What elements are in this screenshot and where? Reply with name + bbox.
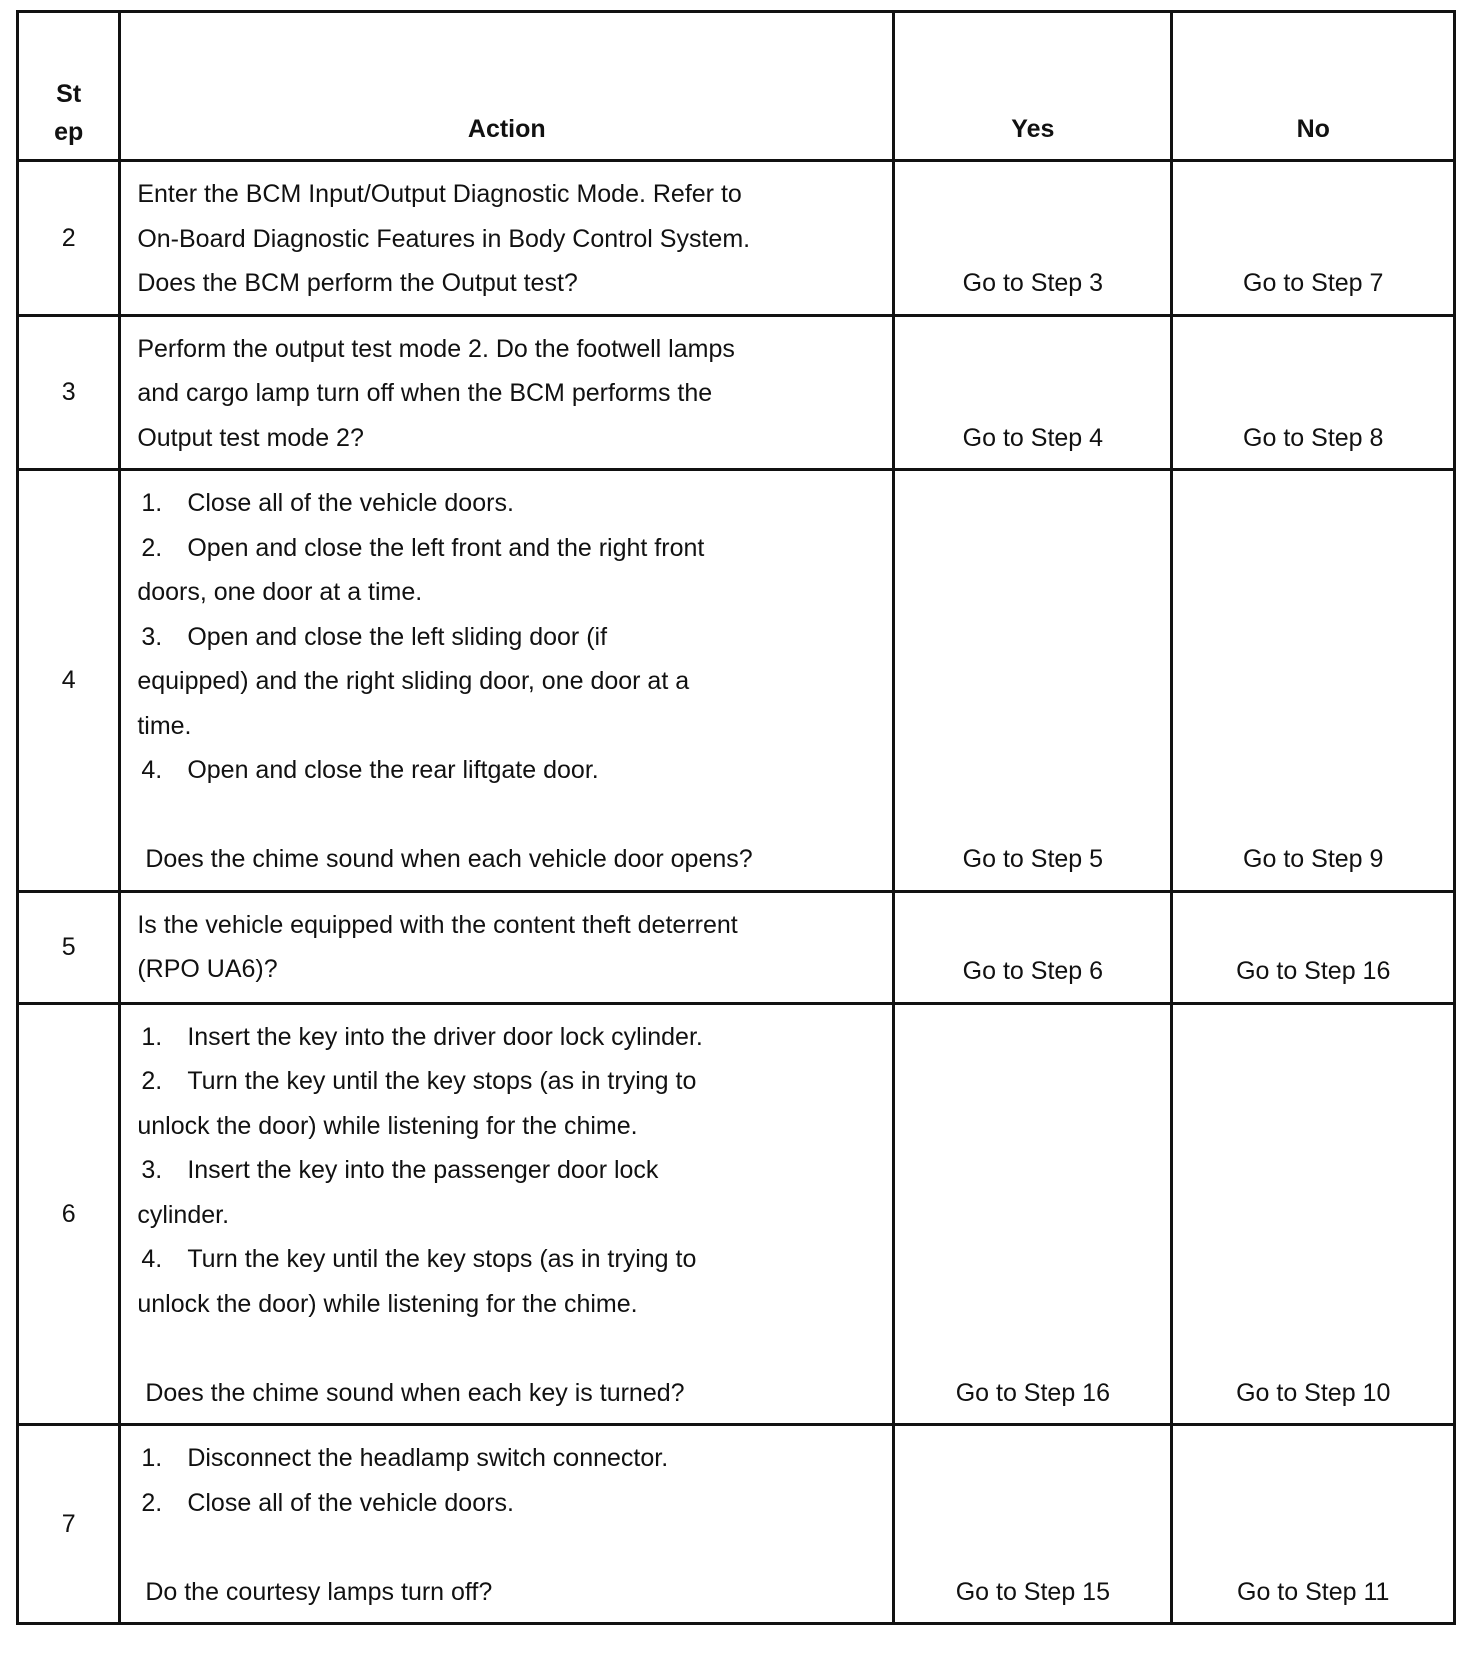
header-step-line-2: ep xyxy=(54,118,84,146)
yes-cell: Go to Step 3 xyxy=(894,161,1172,316)
list-continuation: doors, one door at a time. xyxy=(137,578,423,606)
list-item xyxy=(137,526,878,571)
list-continuation: cylinder. xyxy=(137,1200,230,1229)
list-number: 2. xyxy=(141,1488,163,1517)
action-question: Does the chime sound when each key is turned? xyxy=(145,1378,685,1407)
list-text: Open and close the left front and the right front xyxy=(187,533,705,562)
list-number: 3. xyxy=(141,622,163,651)
spacer xyxy=(137,1326,878,1371)
list-item xyxy=(137,748,878,793)
list-number: 1. xyxy=(141,489,163,517)
action-line: Perform the output test mode 2. Do the footwell lamps xyxy=(137,334,735,363)
header-step xyxy=(18,12,120,161)
list-number: 1. xyxy=(141,1022,163,1051)
action-cell xyxy=(120,315,894,470)
action-cell xyxy=(120,161,894,316)
action-line: and cargo lamp turn off when the BCM performs the xyxy=(137,379,713,407)
list-text: Open and close the left sliding door (if xyxy=(187,622,608,651)
step-number: 2 xyxy=(18,161,120,316)
list-continuation: unlock the door) while listening for the chime. xyxy=(137,1111,638,1140)
no-cell: Go to Step 8 xyxy=(1172,315,1455,470)
list-number: 4. xyxy=(141,756,163,784)
action-cell xyxy=(120,1003,894,1425)
step-number: 5 xyxy=(18,891,120,1003)
list-continuation: unlock the door) while listening for the chime. xyxy=(137,1289,638,1318)
list-text: Open and close the rear liftgate door. xyxy=(187,756,599,784)
header-row xyxy=(18,12,1455,161)
action-line: On-Board Diagnostic Features in Body Control System. xyxy=(137,224,751,253)
list-number: 2. xyxy=(141,1067,163,1095)
action-line: Enter the BCM Input/Output Diagnostic Mode. Refer to xyxy=(137,180,742,208)
action-line: Is the vehicle equipped with the content theft deterrent xyxy=(137,910,738,939)
list-item xyxy=(137,1059,878,1104)
yes-cell: Go to Step 16 xyxy=(894,1003,1172,1425)
step-number: 7 xyxy=(18,1425,120,1624)
list-number: 2. xyxy=(141,533,163,562)
table-row-step-3 xyxy=(18,315,1455,470)
step-number: 3 xyxy=(18,315,120,470)
yes-cell: Go to Step 4 xyxy=(894,315,1172,470)
list-item xyxy=(137,1015,878,1060)
header-no: No xyxy=(1172,12,1455,161)
list-number: 1. xyxy=(141,1444,163,1472)
list-text: Close all of the vehicle doors. xyxy=(187,1488,514,1517)
action-line: (RPO UA6)? xyxy=(137,955,278,983)
no-cell: Go to Step 11 xyxy=(1172,1425,1455,1624)
list-item xyxy=(137,1148,878,1193)
list-item xyxy=(137,1436,878,1481)
list-text: Close all of the vehicle doors. xyxy=(187,489,514,517)
list-number: 4. xyxy=(141,1245,163,1273)
list-text: Disconnect the headlamp switch connector. xyxy=(187,1444,669,1472)
yes-cell: Go to Step 6 xyxy=(894,891,1172,1003)
spacer xyxy=(137,793,878,838)
action-cell xyxy=(120,470,894,892)
no-cell: Go to Step 16 xyxy=(1172,891,1455,1003)
list-number: 3. xyxy=(141,1156,163,1184)
list-item xyxy=(137,1481,878,1526)
action-line: Output test mode 2? xyxy=(137,423,364,452)
no-cell: Go to Step 10 xyxy=(1172,1003,1455,1425)
list-text: Insert the key into the passenger door lock xyxy=(187,1156,659,1184)
table-row-step-5 xyxy=(18,891,1455,1003)
action-cell xyxy=(120,1425,894,1624)
header-action: Action xyxy=(120,12,894,161)
list-continuation: time. xyxy=(137,711,192,740)
action-question: Does the chime sound when each vehicle door opens? xyxy=(145,845,753,873)
yes-cell: Go to Step 15 xyxy=(894,1425,1172,1624)
list-text: Insert the key into the driver door lock cylinder. xyxy=(187,1022,703,1051)
diagnostic-table xyxy=(16,10,1456,1625)
list-item xyxy=(137,615,878,660)
list-text: Turn the key until the key stops (as in trying to xyxy=(187,1067,697,1095)
header-yes: Yes xyxy=(894,12,1172,161)
table-row-step-2 xyxy=(18,161,1455,316)
action-question: Do the courtesy lamps turn off? xyxy=(145,1577,493,1606)
step-number: 4 xyxy=(18,470,120,892)
action-cell xyxy=(120,891,894,1003)
yes-cell: Go to Step 5 xyxy=(894,470,1172,892)
list-item xyxy=(137,481,878,526)
list-item xyxy=(137,1237,878,1282)
no-cell: Go to Step 9 xyxy=(1172,470,1455,892)
header-step-line-1: St xyxy=(56,80,82,108)
step-number: 6 xyxy=(18,1003,120,1425)
list-continuation: equipped) and the right sliding door, one door at a xyxy=(137,667,690,695)
action-line: Does the BCM perform the Output test? xyxy=(137,269,578,297)
list-text: Turn the key until the key stops (as in trying to xyxy=(187,1245,697,1273)
spacer xyxy=(137,1525,878,1570)
table-row-step-6 xyxy=(18,1003,1455,1425)
table-row-step-4 xyxy=(18,470,1455,892)
table-row-step-7 xyxy=(18,1425,1455,1624)
no-cell: Go to Step 7 xyxy=(1172,161,1455,316)
